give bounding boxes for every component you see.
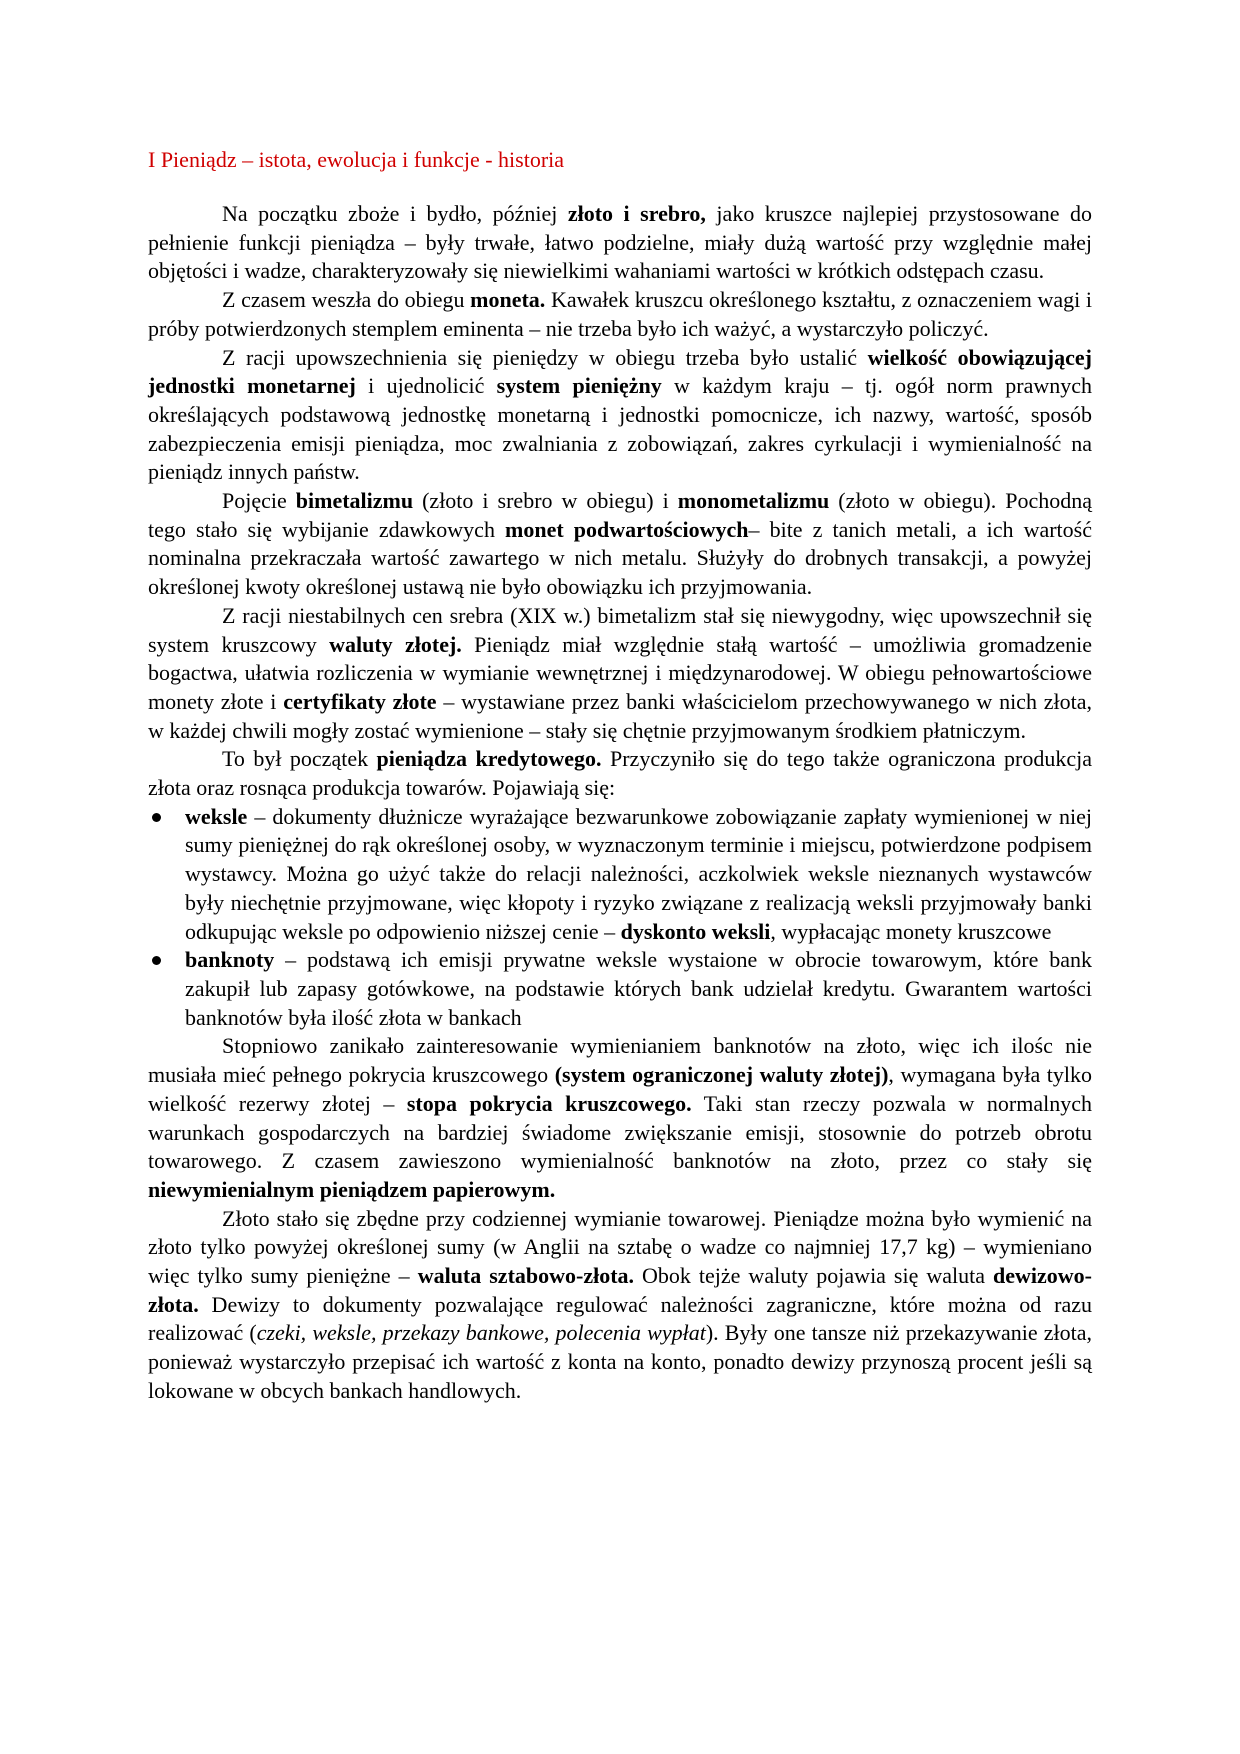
- paragraph-7: Stopniowo zanikało zainteresowanie wymienianiem banknotów na złoto, więc ich ilośc nie musiała mieć pełnego pokrycia kruszcowego (system ograniczonej waluty złotej), wymagana była tylko wielkość rezerwy złotej – stopa pokrycia kruszcowego. Taki stan rzeczy pozwala w normalnych warunkach gospodarczych na bardziej świadome zwiększanie emisji, stosownie do potrzeb obrotu towarowego. Z czasem zawieszono wymienialność banknotów na złoto, przez co stały się niewymienialnym pieniądzem papierowym.: [148, 1033, 1092, 1202]
- bullet-list: [148, 803, 1092, 1033]
- paragraph-3: Z racji upowszechnienia się pieniędzy w obiegu trzeba było ustalić wielkość obowiązującej jednostki monetarnej i ujednolicić system pieniężny w każdym kraju – tj. ogół norm prawnych określających podstawową jednostkę monetarną i jednostki pomocnicze, ich nazwy, wartość, sposób zabezpieczenia emisji pieniądza, moc zwalniania z zobowiązań, zakres cyrkulacji i wymienialność na pieniądz innych państw.: [148, 344, 1092, 485]
- paragraph-6: To był początek pieniądza kredytowego. Przyczyniło się do tego także ograniczona produkcja złota oraz rosnąca produkcja towarów. Pojawiają się:: [148, 746, 1092, 801]
- paragraph-5: Z racji niestabilnych cen srebra (XIX w.) bimetalizm stał się niewygodny, więc upowszechnił się system kruszcowy waluty złotej. Pieniądz miał względnie stałą wartość – umożliwia gromadzenie bogactwa, ułatwia rozliczenia w wymianie wewnętrznej i międzynarodowej. W obiegu pełnowartościowe monety złote i certyfikaty złote – wystawiane przez banki właścicielom przechowywanego w nich złota, w każdej chwili mogły zostać wymienione – stały się chętnie przyjmowanym środkiem płatniczym.: [148, 602, 1092, 743]
- document-body: [148, 146, 1092, 1406]
- paragraph-2: Z czasem weszła do obiegu moneta. Kawałek kruszcu określonego kształtu, z oznaczeniem wagi i próby potwierdzonych stemplem eminenta – nie trzeba było ich ważyć, a wystarczyło policzyć.: [148, 287, 1093, 341]
- paragraph-4: Pojęcie bimetalizmu (złoto i srebro w obiegu) i monometalizmu (złoto w obiegu). Pochodną tego stało się wybijanie zdawkowych monet podwartościowych– bite z tanich metali, a ich wartość nominalna przekraczała wartość zawartego w nich metalu. Służyły do drobnych transakcji, a powyżej określonej kwoty określonej ustawą nie było obowiązku ich przyjmowania.: [148, 488, 1092, 600]
- document-title: I Pieniądz – istota, ewolucja i funkcje - historia: [148, 147, 565, 172]
- list-item: banknoty – podstawą ich emisji prywatne weksle wystaione w obrocie towarowym, które bank zakupił lub zapasy gotówkowe, na podstawie których bank udzielał kredytu. Gwarantem wartości banknotów była ilość złota w bankach: [185, 947, 1092, 1030]
- paragraph-1: Na początku zboże i bydło, później złoto i srebro, jako kruszce najlepiej przystosowane do pełnienie funkcji pieniądza – były trwałe, łatwo podzielne, miały dużą wartość przy względnie małej objętości i wadze, charakteryzowały się niewielkimi wahaniami wartości w krótkich odstępach czasu.: [148, 201, 1092, 284]
- list-item: weksle – dokumenty dłużnicze wyrażające bezwarunkowe zobowiązanie zapłaty wymienionej w niej sumy pieniężnej do rąk określonej osoby, w wyznaczonym terminie i miejscu, potwierdzone podpisem wystawcy. Można go użyć także do relacji należności, aczkolwiek weksle nieznanych wystawców były niechętnie przyjmowane, więc kłopoty i ryzyko związane z realizacją weksli przyjmowały banki odkupując weksle po odpowienio niższej cenie – dyskonto weksli, wypłacając monety kruszcowe: [185, 803, 1092, 944]
- paragraph-8: Złoto stało się zbędne przy codziennej wymianie towarowej. Pieniądze można było wymienić na złoto tylko powyżej określonej sumy (w Anglii na sztabę o wadze co najmniej 17,7 kg) – wymieniano więc tylko sumy pieniężne – waluta sztabowo-złota. Obok tejże waluty pojawia się waluta dewizowo-złota. Dewizy to dokumenty pozwalające regulować należności zagraniczne, które można od razu realizować (czeki, weksle, przekazy bankowe, polecenia wypłat). Były one tansze niż przekazywanie złota, ponieważ wystarczyło przepisać ich wartość z konta na konto, ponadto dewizy przynoszą procent jeśli są lokowane w obcych bankach handlowych.: [148, 1205, 1092, 1403]
